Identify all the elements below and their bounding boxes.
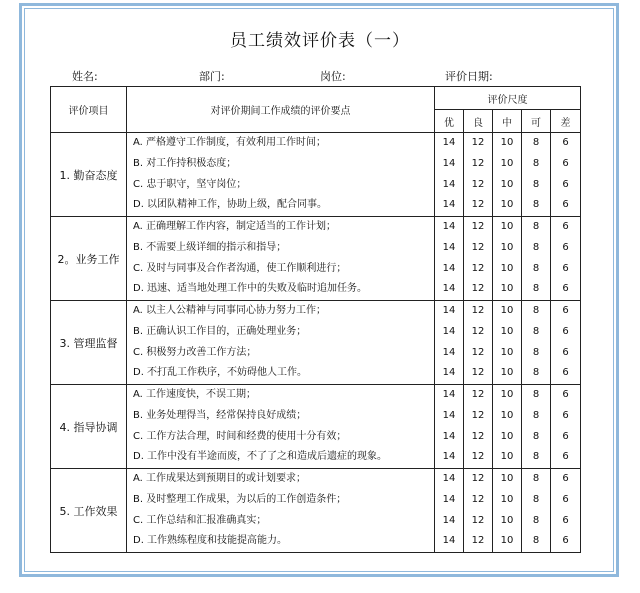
score-value: 12: [471, 389, 485, 400]
score-column: [551, 385, 581, 469]
criterion-item: D. 以团队精神工作，协助上级，配合同事。: [133, 199, 328, 211]
score-column: [522, 385, 551, 469]
score-value: 12: [471, 409, 485, 421]
name-label: 姓名:: [72, 70, 98, 83]
score-value: 6: [562, 535, 569, 547]
score-column: [551, 133, 581, 217]
score-value: 14: [442, 389, 456, 400]
criterion-item: D. 不打乱工作秩序，不妨碍他人工作。: [133, 367, 308, 379]
score-value: 6: [562, 305, 569, 316]
score-value: 6: [562, 283, 569, 295]
score-column: [435, 301, 464, 385]
score-value: 6: [562, 367, 569, 379]
score-value: 12: [471, 199, 485, 211]
score-value: 12: [471, 430, 485, 442]
section-row: [51, 469, 581, 553]
criteria-cell: [127, 385, 435, 469]
score-value: 14: [442, 493, 456, 505]
score-value: 8: [532, 283, 540, 295]
score-value: 6: [562, 199, 569, 211]
score-value: 10: [500, 178, 514, 190]
score-value: 8: [532, 325, 540, 337]
section-label: 1. 勤奋态度: [51, 133, 127, 217]
criteria-cell: [127, 133, 435, 217]
score-value: 8: [532, 409, 540, 421]
score-value: 14: [442, 325, 456, 337]
score-value: 6: [562, 137, 569, 148]
criterion-item: C. 积极努力改善工作方法；: [133, 346, 257, 358]
score-column: [435, 385, 464, 469]
score-column: [493, 301, 522, 385]
criterion-item: D. 工作熟练程度和技能提高能力。: [133, 535, 288, 547]
grade-poor: 差: [551, 110, 581, 133]
section-row: [51, 385, 581, 469]
score-column: [464, 301, 493, 385]
score-value: 8: [532, 157, 540, 169]
score-value: 14: [442, 262, 456, 274]
score-value: 12: [471, 367, 485, 379]
criteria-cell: [127, 301, 435, 385]
score-value: 14: [442, 535, 456, 547]
score-value: 12: [471, 305, 485, 316]
header-item: 评价项目: [51, 87, 127, 133]
score-column: [435, 133, 464, 217]
criterion-item: A. 以主人公精神与同事同心协力努力工作；: [133, 305, 327, 316]
score-value: 10: [500, 473, 514, 484]
score-value: 6: [562, 493, 569, 505]
score-value: 14: [442, 514, 456, 526]
score-value: 8: [532, 493, 540, 505]
score-value: 6: [562, 178, 569, 190]
score-value: 8: [532, 430, 540, 442]
score-column: [435, 217, 464, 301]
score-value: 12: [471, 178, 485, 190]
score-value: 6: [562, 325, 569, 337]
score-value: 10: [500, 137, 514, 148]
score-value: 6: [562, 241, 569, 253]
score-value: 12: [471, 241, 485, 253]
dept-label: 部门:: [199, 70, 225, 83]
section-row: [51, 301, 581, 385]
score-value: 10: [500, 346, 514, 358]
score-column: [551, 469, 581, 553]
score-value: 6: [562, 451, 569, 463]
grade-good: 良: [464, 110, 493, 133]
score-value: 10: [500, 157, 514, 169]
score-value: 14: [442, 451, 456, 463]
score-column: [464, 133, 493, 217]
score-value: 12: [471, 283, 485, 295]
score-column: [522, 301, 551, 385]
score-value: 14: [442, 346, 456, 358]
criterion-item: B. 及时整理工作成果，为以后的工作创造条件；: [133, 493, 347, 505]
score-value: 10: [500, 241, 514, 253]
score-value: 12: [471, 535, 485, 547]
score-value: 8: [532, 389, 540, 400]
score-value: 10: [500, 199, 514, 211]
date-label: 评价日期:: [445, 70, 493, 83]
score-value: 8: [532, 473, 540, 484]
criterion-item: C. 及时与同事及合作者沟通，使工作顺利进行；: [133, 262, 347, 274]
section-label: 4. 指导协调: [51, 385, 127, 469]
grade-excellent: 优: [435, 110, 464, 133]
score-value: 10: [500, 535, 514, 547]
score-value: 12: [471, 325, 485, 337]
criterion-item: B. 业务处理得当，经常保持良好成绩；: [133, 409, 307, 421]
score-value: 12: [471, 157, 485, 169]
criterion-item: B. 不需要上级详细的指示和指导；: [133, 241, 287, 253]
score-value: 10: [500, 262, 514, 274]
score-value: 6: [562, 409, 569, 421]
criterion-item: C. 工作总结和汇报准确真实；: [133, 514, 267, 526]
score-column: [522, 133, 551, 217]
header-criteria: 对评价期间工作成绩的评价要点: [127, 87, 435, 133]
criterion-item: C. 忠于职守，坚守岗位；: [133, 178, 247, 190]
score-column: [551, 301, 581, 385]
score-value: 12: [471, 346, 485, 358]
score-value: 14: [442, 430, 456, 442]
score-value: 10: [500, 367, 514, 379]
score-value: 8: [532, 262, 540, 274]
score-column: [493, 469, 522, 553]
score-value: 14: [442, 178, 456, 190]
score-value: 10: [500, 305, 514, 316]
criteria-cell: [127, 469, 435, 553]
score-value: 6: [562, 473, 569, 484]
score-value: 10: [500, 221, 514, 232]
score-value: 10: [500, 430, 514, 442]
criterion-item: D. 迅速、适当地处理工作中的失败及临时追加任务。: [133, 283, 368, 295]
grade-average: 中: [493, 110, 522, 133]
score-value: 14: [442, 241, 456, 253]
score-value: 6: [562, 346, 569, 358]
score-value: 14: [442, 367, 456, 379]
criterion-item: A. 正确理解工作内容，制定适当的工作计划；: [133, 221, 337, 232]
criterion-item: B. 对工作持积极态度；: [133, 157, 237, 169]
score-value: 6: [562, 514, 569, 526]
score-column: [522, 217, 551, 301]
criterion-item: A. 严格遵守工作制度，有效利用工作时间；: [133, 137, 327, 148]
score-value: 12: [471, 137, 485, 148]
score-column: [464, 217, 493, 301]
section-label: 3. 管理监督: [51, 301, 127, 385]
score-column: [464, 385, 493, 469]
criterion-item: A. 工作速度快，不误工期；: [133, 389, 257, 400]
score-value: 6: [562, 262, 569, 274]
criterion-item: A. 工作成果达到预期目的或计划要求；: [133, 473, 307, 484]
section-label: 2。业务工作: [51, 217, 127, 301]
score-column: [435, 469, 464, 553]
score-value: 8: [532, 241, 540, 253]
section-row: [51, 217, 581, 301]
score-value: 12: [471, 451, 485, 463]
score-value: 8: [532, 346, 540, 358]
score-value: 12: [471, 493, 485, 505]
score-column: [464, 469, 493, 553]
score-value: 8: [532, 535, 540, 547]
score-value: 6: [562, 430, 569, 442]
score-value: 12: [471, 262, 485, 274]
score-value: 14: [442, 137, 456, 148]
score-value: 6: [562, 389, 569, 400]
criterion-item: D. 工作中没有半途而废，不了了之和造成后遗症的现象。: [133, 451, 388, 463]
score-value: 10: [500, 493, 514, 505]
position-label: 岗位:: [320, 70, 346, 83]
form-title: 员工绩效评价表（一）: [230, 31, 410, 51]
score-column: [551, 217, 581, 301]
score-value: 6: [562, 157, 569, 169]
score-value: 8: [532, 221, 540, 232]
criterion-item: C. 工作方法合理，时间和经费的使用十分有效；: [133, 430, 347, 442]
evaluation-table: [50, 86, 581, 553]
score-column: [522, 469, 551, 553]
score-value: 8: [532, 451, 540, 463]
score-value: 14: [442, 305, 456, 316]
score-value: 10: [500, 451, 514, 463]
score-value: 12: [471, 514, 485, 526]
score-value: 6: [562, 221, 569, 232]
score-value: 14: [442, 473, 456, 484]
score-value: 12: [471, 473, 485, 484]
header-scale: 评价尺度: [435, 87, 581, 110]
score-value: 10: [500, 514, 514, 526]
criterion-item: B. 正确认识工作目的，正确处理业务；: [133, 325, 307, 337]
score-value: 14: [442, 157, 456, 169]
score-value: 10: [500, 325, 514, 337]
score-value: 8: [532, 178, 540, 190]
section-label: 5. 工作效果: [51, 469, 127, 553]
score-value: 10: [500, 283, 514, 295]
score-value: 14: [442, 199, 456, 211]
criteria-cell: [127, 217, 435, 301]
score-value: 8: [532, 367, 540, 379]
score-value: 14: [442, 409, 456, 421]
score-value: 8: [532, 137, 540, 148]
score-column: [493, 133, 522, 217]
grade-fair: 可: [522, 110, 551, 133]
score-value: 10: [500, 389, 514, 400]
score-value: 14: [442, 283, 456, 295]
score-column: [493, 385, 522, 469]
score-value: 8: [532, 199, 540, 211]
section-row: [51, 133, 581, 217]
score-value: 8: [532, 514, 540, 526]
score-column: [493, 217, 522, 301]
score-value: 10: [500, 409, 514, 421]
score-value: 12: [471, 221, 485, 232]
score-value: 8: [532, 305, 540, 316]
score-value: 14: [442, 221, 456, 232]
